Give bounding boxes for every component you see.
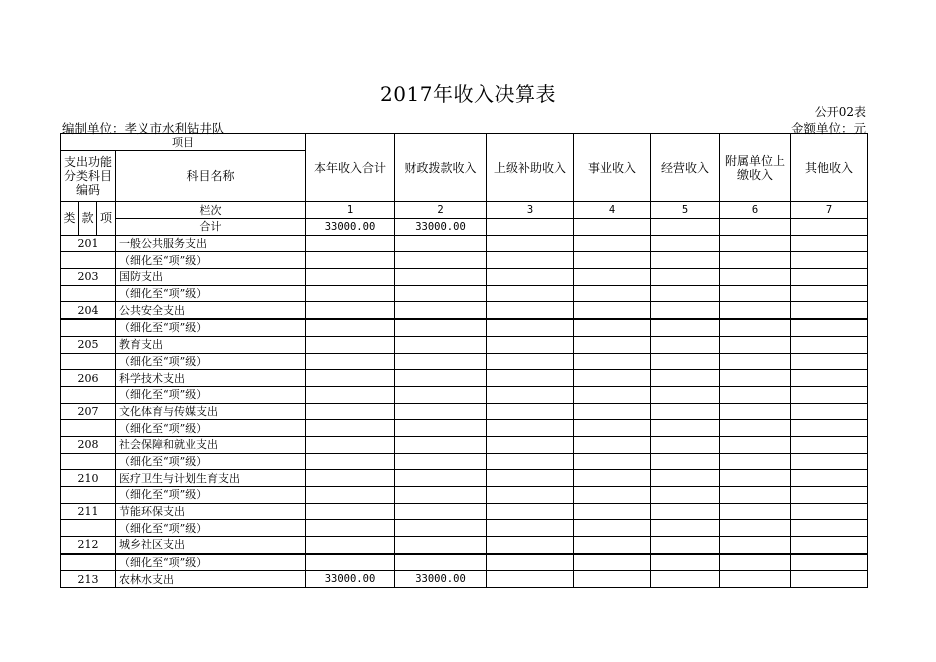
column-number: 2 (395, 202, 487, 219)
subject-name-cell: （细化至“项”级） (116, 252, 306, 269)
col-header-kuan: 款 (79, 202, 97, 236)
amount-cell (791, 520, 868, 537)
amount-cell (306, 235, 395, 252)
table-row (61, 571, 868, 588)
amount-cell: 33000.00 (306, 571, 395, 588)
table-row (61, 420, 868, 437)
table-row (61, 386, 868, 403)
amount-cell (574, 353, 651, 370)
amount-cell (306, 470, 395, 487)
amount-cell (487, 554, 574, 571)
amount-cell (791, 336, 868, 353)
table-row (61, 554, 868, 571)
amount-cell (791, 219, 868, 236)
amount-cell (651, 370, 720, 387)
amount-cell (651, 520, 720, 537)
amount-cell (720, 470, 791, 487)
subject-name-cell: 合计 (116, 219, 306, 236)
amount-cell (574, 520, 651, 537)
amount-cell (791, 420, 868, 437)
amount-cell (306, 386, 395, 403)
amount-cell (791, 571, 868, 588)
subject-code-cell: 210 (61, 470, 116, 487)
table-row (61, 336, 868, 353)
amount-cell (791, 403, 868, 420)
amount-cell (651, 386, 720, 403)
amount-cell (306, 487, 395, 504)
amount-cell (651, 571, 720, 588)
amount-cell (651, 436, 720, 453)
subject-name-cell: （细化至“项”级） (116, 554, 306, 571)
amount-cell (720, 420, 791, 437)
amount-cell: 33000.00 (395, 571, 487, 588)
amount-cell (574, 571, 651, 588)
subject-code-cell (61, 252, 116, 269)
subject-code-cell (61, 487, 116, 504)
org-name: 编制单位：孝义市水利钻井队 (62, 121, 225, 136)
report-title: 2017年收入决算表 (380, 82, 556, 106)
amount-cell (487, 436, 574, 453)
subject-code-cell (61, 453, 116, 470)
amount-cell (720, 336, 791, 353)
amount-cell (651, 503, 720, 520)
subject-name-cell: 社会保障和就业支出 (116, 436, 306, 453)
amount-cell (487, 269, 574, 286)
income-table (60, 133, 868, 588)
amount-cell (306, 269, 395, 286)
amount-cell (487, 302, 574, 319)
amount-cell (720, 252, 791, 269)
subject-name-cell: （细化至“项”级） (116, 285, 306, 302)
amount-cell (574, 503, 651, 520)
amount-cell (791, 537, 868, 554)
amount-cell (395, 470, 487, 487)
amount-cell (487, 420, 574, 437)
amount-cell (487, 453, 574, 470)
column-number: 4 (574, 202, 651, 219)
subject-name-cell: （细化至“项”级） (116, 386, 306, 403)
column-number: 1 (306, 202, 395, 219)
amount-cell (574, 336, 651, 353)
column-number: 3 (487, 202, 574, 219)
amount-cell (720, 353, 791, 370)
table-row (61, 370, 868, 387)
col-header-income: 经营收入 (651, 134, 720, 202)
amount-cell (651, 252, 720, 269)
amount-cell (651, 554, 720, 571)
subject-code-cell (61, 353, 116, 370)
table-row (61, 403, 868, 420)
amount-cell (791, 386, 868, 403)
col-header-income: 附属单位上缴收入 (720, 134, 791, 202)
amount-cell (487, 520, 574, 537)
amount-cell (395, 503, 487, 520)
table-row (61, 487, 868, 504)
table-row (61, 353, 868, 370)
subject-name-cell: 节能环保支出 (116, 503, 306, 520)
amount-cell (791, 353, 868, 370)
column-number: 6 (720, 202, 791, 219)
amount-cell (651, 453, 720, 470)
subject-name-cell: （细化至“项”级） (116, 319, 306, 336)
amount-cell (651, 269, 720, 286)
amount-cell (651, 470, 720, 487)
col-header-xiang: 项 (97, 202, 116, 236)
amount-cell (395, 235, 487, 252)
amount-cell (395, 269, 487, 286)
amount-cell (720, 370, 791, 387)
col-header-income: 本年收入合计 (306, 134, 395, 202)
amount-cell (487, 370, 574, 387)
amount-cell (651, 420, 720, 437)
amount-cell (395, 386, 487, 403)
subject-code-cell (61, 285, 116, 302)
column-number: 5 (651, 202, 720, 219)
amount-cell (720, 453, 791, 470)
amount-cell (720, 269, 791, 286)
amount-cell (791, 554, 868, 571)
subject-code-cell (61, 420, 116, 437)
table-row (61, 269, 868, 286)
subject-code-cell: 211 (61, 503, 116, 520)
col-header-lanci: 栏次 (116, 202, 306, 219)
amount-cell (306, 353, 395, 370)
currency-unit: 金额单位：元 (790, 121, 866, 136)
amount-cell (574, 302, 651, 319)
subject-code-cell (61, 554, 116, 571)
amount-cell (720, 403, 791, 420)
amount-cell (791, 470, 868, 487)
amount-cell (720, 319, 791, 336)
amount-cell (791, 487, 868, 504)
amount-cell (574, 537, 651, 554)
subject-name-cell: （细化至“项”级） (116, 353, 306, 370)
subject-code-cell (61, 386, 116, 403)
col-header-xiangmu: 项目 (61, 134, 306, 151)
amount-cell (720, 571, 791, 588)
subject-code-cell: 204 (61, 302, 116, 319)
amount-cell (720, 285, 791, 302)
amount-cell (574, 386, 651, 403)
table-row (61, 453, 868, 470)
subject-name-cell: （细化至“项”级） (116, 453, 306, 470)
amount-cell (395, 252, 487, 269)
table-row (61, 537, 868, 554)
amount-cell (487, 353, 574, 370)
amount-cell (487, 403, 574, 420)
amount-cell (306, 453, 395, 470)
amount-cell (574, 269, 651, 286)
subject-code-cell (61, 520, 116, 537)
subject-name-cell: 教育支出 (116, 336, 306, 353)
amount-cell (651, 403, 720, 420)
amount-cell (791, 319, 868, 336)
amount-cell (487, 470, 574, 487)
amount-cell (487, 503, 574, 520)
amount-cell (395, 453, 487, 470)
amount-cell (791, 252, 868, 269)
amount-cell (395, 285, 487, 302)
col-header-income: 上级补助收入 (487, 134, 574, 202)
subject-code-cell: 205 (61, 336, 116, 353)
amount-cell (574, 470, 651, 487)
amount-cell (720, 302, 791, 319)
amount-cell (306, 554, 395, 571)
subject-name-cell: （细化至“项”级） (116, 487, 306, 504)
amount-cell (651, 537, 720, 554)
amount-cell (395, 436, 487, 453)
amount-cell (791, 235, 868, 252)
amount-cell (791, 370, 868, 387)
table-row (61, 319, 868, 336)
amount-cell (395, 554, 487, 571)
amount-cell (306, 252, 395, 269)
amount-cell (791, 285, 868, 302)
table-row (61, 219, 868, 236)
amount-cell (651, 302, 720, 319)
table-row (61, 235, 868, 252)
form-code: 公开02表 (814, 105, 866, 119)
amount-cell (574, 252, 651, 269)
amount-cell (306, 503, 395, 520)
subject-name-cell: （细化至“项”级） (116, 520, 306, 537)
col-header-income: 财政拨款收入 (395, 134, 487, 202)
subject-code-cell: 207 (61, 403, 116, 420)
header-row-1 (61, 134, 868, 151)
amount-cell (306, 302, 395, 319)
amount-cell (651, 336, 720, 353)
subject-code-cell: 201 (61, 235, 116, 252)
amount-cell (395, 353, 487, 370)
amount-cell (395, 420, 487, 437)
amount-cell (574, 285, 651, 302)
amount-cell (720, 537, 791, 554)
amount-cell (720, 235, 791, 252)
subject-name-cell: （细化至“项”级） (116, 420, 306, 437)
subject-name-cell: 城乡社区支出 (116, 537, 306, 554)
amount-cell (306, 420, 395, 437)
amount-cell (395, 520, 487, 537)
amount-cell (487, 571, 574, 588)
subject-name-cell: 国防支出 (116, 269, 306, 286)
amount-cell (720, 386, 791, 403)
amount-cell (651, 235, 720, 252)
subject-code-cell: 203 (61, 269, 116, 286)
amount-cell (487, 235, 574, 252)
column-number: 7 (791, 202, 868, 219)
table-row (61, 436, 868, 453)
subject-code-cell: 206 (61, 370, 116, 387)
amount-cell (574, 235, 651, 252)
subject-name-cell: 公共安全支出 (116, 302, 306, 319)
amount-cell (791, 302, 868, 319)
subject-code-cell: 213 (61, 571, 116, 588)
amount-cell (487, 487, 574, 504)
amount-cell (574, 487, 651, 504)
amount-cell (306, 319, 395, 336)
table-row (61, 285, 868, 302)
amount-cell (574, 370, 651, 387)
col-header-income: 事业收入 (574, 134, 651, 202)
amount-cell (574, 403, 651, 420)
amount-cell (574, 219, 651, 236)
amount-cell (651, 487, 720, 504)
amount-cell (720, 487, 791, 504)
subject-code-cell: 208 (61, 436, 116, 453)
amount-cell (487, 537, 574, 554)
col-header-income: 其他收入 (791, 134, 868, 202)
subject-name-cell: 医疗卫生与计划生育支出 (116, 470, 306, 487)
amount-cell (306, 520, 395, 537)
amount-cell (574, 436, 651, 453)
header-row-3 (61, 202, 868, 219)
amount-cell (791, 269, 868, 286)
table-row (61, 520, 868, 537)
amount-cell (306, 436, 395, 453)
table-row (61, 503, 868, 520)
amount-cell (487, 319, 574, 336)
table-row (61, 302, 868, 319)
amount-cell (306, 403, 395, 420)
amount-cell (395, 302, 487, 319)
amount-cell (720, 436, 791, 453)
amount-cell (306, 537, 395, 554)
amount-cell (487, 219, 574, 236)
amount-cell (651, 319, 720, 336)
amount-cell (791, 453, 868, 470)
subject-name-cell: 农林水支出 (116, 571, 306, 588)
amount-cell (306, 370, 395, 387)
amount-cell (651, 285, 720, 302)
amount-cell (395, 336, 487, 353)
amount-cell (720, 219, 791, 236)
amount-cell (791, 436, 868, 453)
amount-cell (306, 336, 395, 353)
amount-cell (651, 219, 720, 236)
subject-code-cell: 212 (61, 537, 116, 554)
amount-cell (306, 285, 395, 302)
amount-cell (720, 520, 791, 537)
col-header-code-group: 支出功能分类科目编码 (61, 151, 116, 202)
amount-cell (574, 554, 651, 571)
amount-cell (395, 319, 487, 336)
col-header-subject-name: 科目名称 (116, 151, 306, 202)
amount-cell (395, 370, 487, 387)
amount-cell (720, 503, 791, 520)
subject-code-cell (61, 319, 116, 336)
table-row (61, 470, 868, 487)
amount-cell: 33000.00 (395, 219, 487, 236)
subject-name-cell: 一般公共服务支出 (116, 235, 306, 252)
amount-cell (487, 386, 574, 403)
amount-cell (574, 453, 651, 470)
amount-cell (574, 319, 651, 336)
amount-cell (395, 403, 487, 420)
amount-cell (487, 336, 574, 353)
amount-cell (487, 285, 574, 302)
col-header-lei: 类 (61, 202, 79, 236)
amount-cell (720, 554, 791, 571)
amount-cell (395, 487, 487, 504)
amount-cell (487, 252, 574, 269)
amount-cell (395, 537, 487, 554)
amount-cell (651, 353, 720, 370)
subject-name-cell: 文化体育与传媒支出 (116, 403, 306, 420)
table-row (61, 252, 868, 269)
amount-cell (574, 420, 651, 437)
subject-name-cell: 科学技术支出 (116, 370, 306, 387)
amount-cell: 33000.00 (306, 219, 395, 236)
amount-cell (791, 503, 868, 520)
